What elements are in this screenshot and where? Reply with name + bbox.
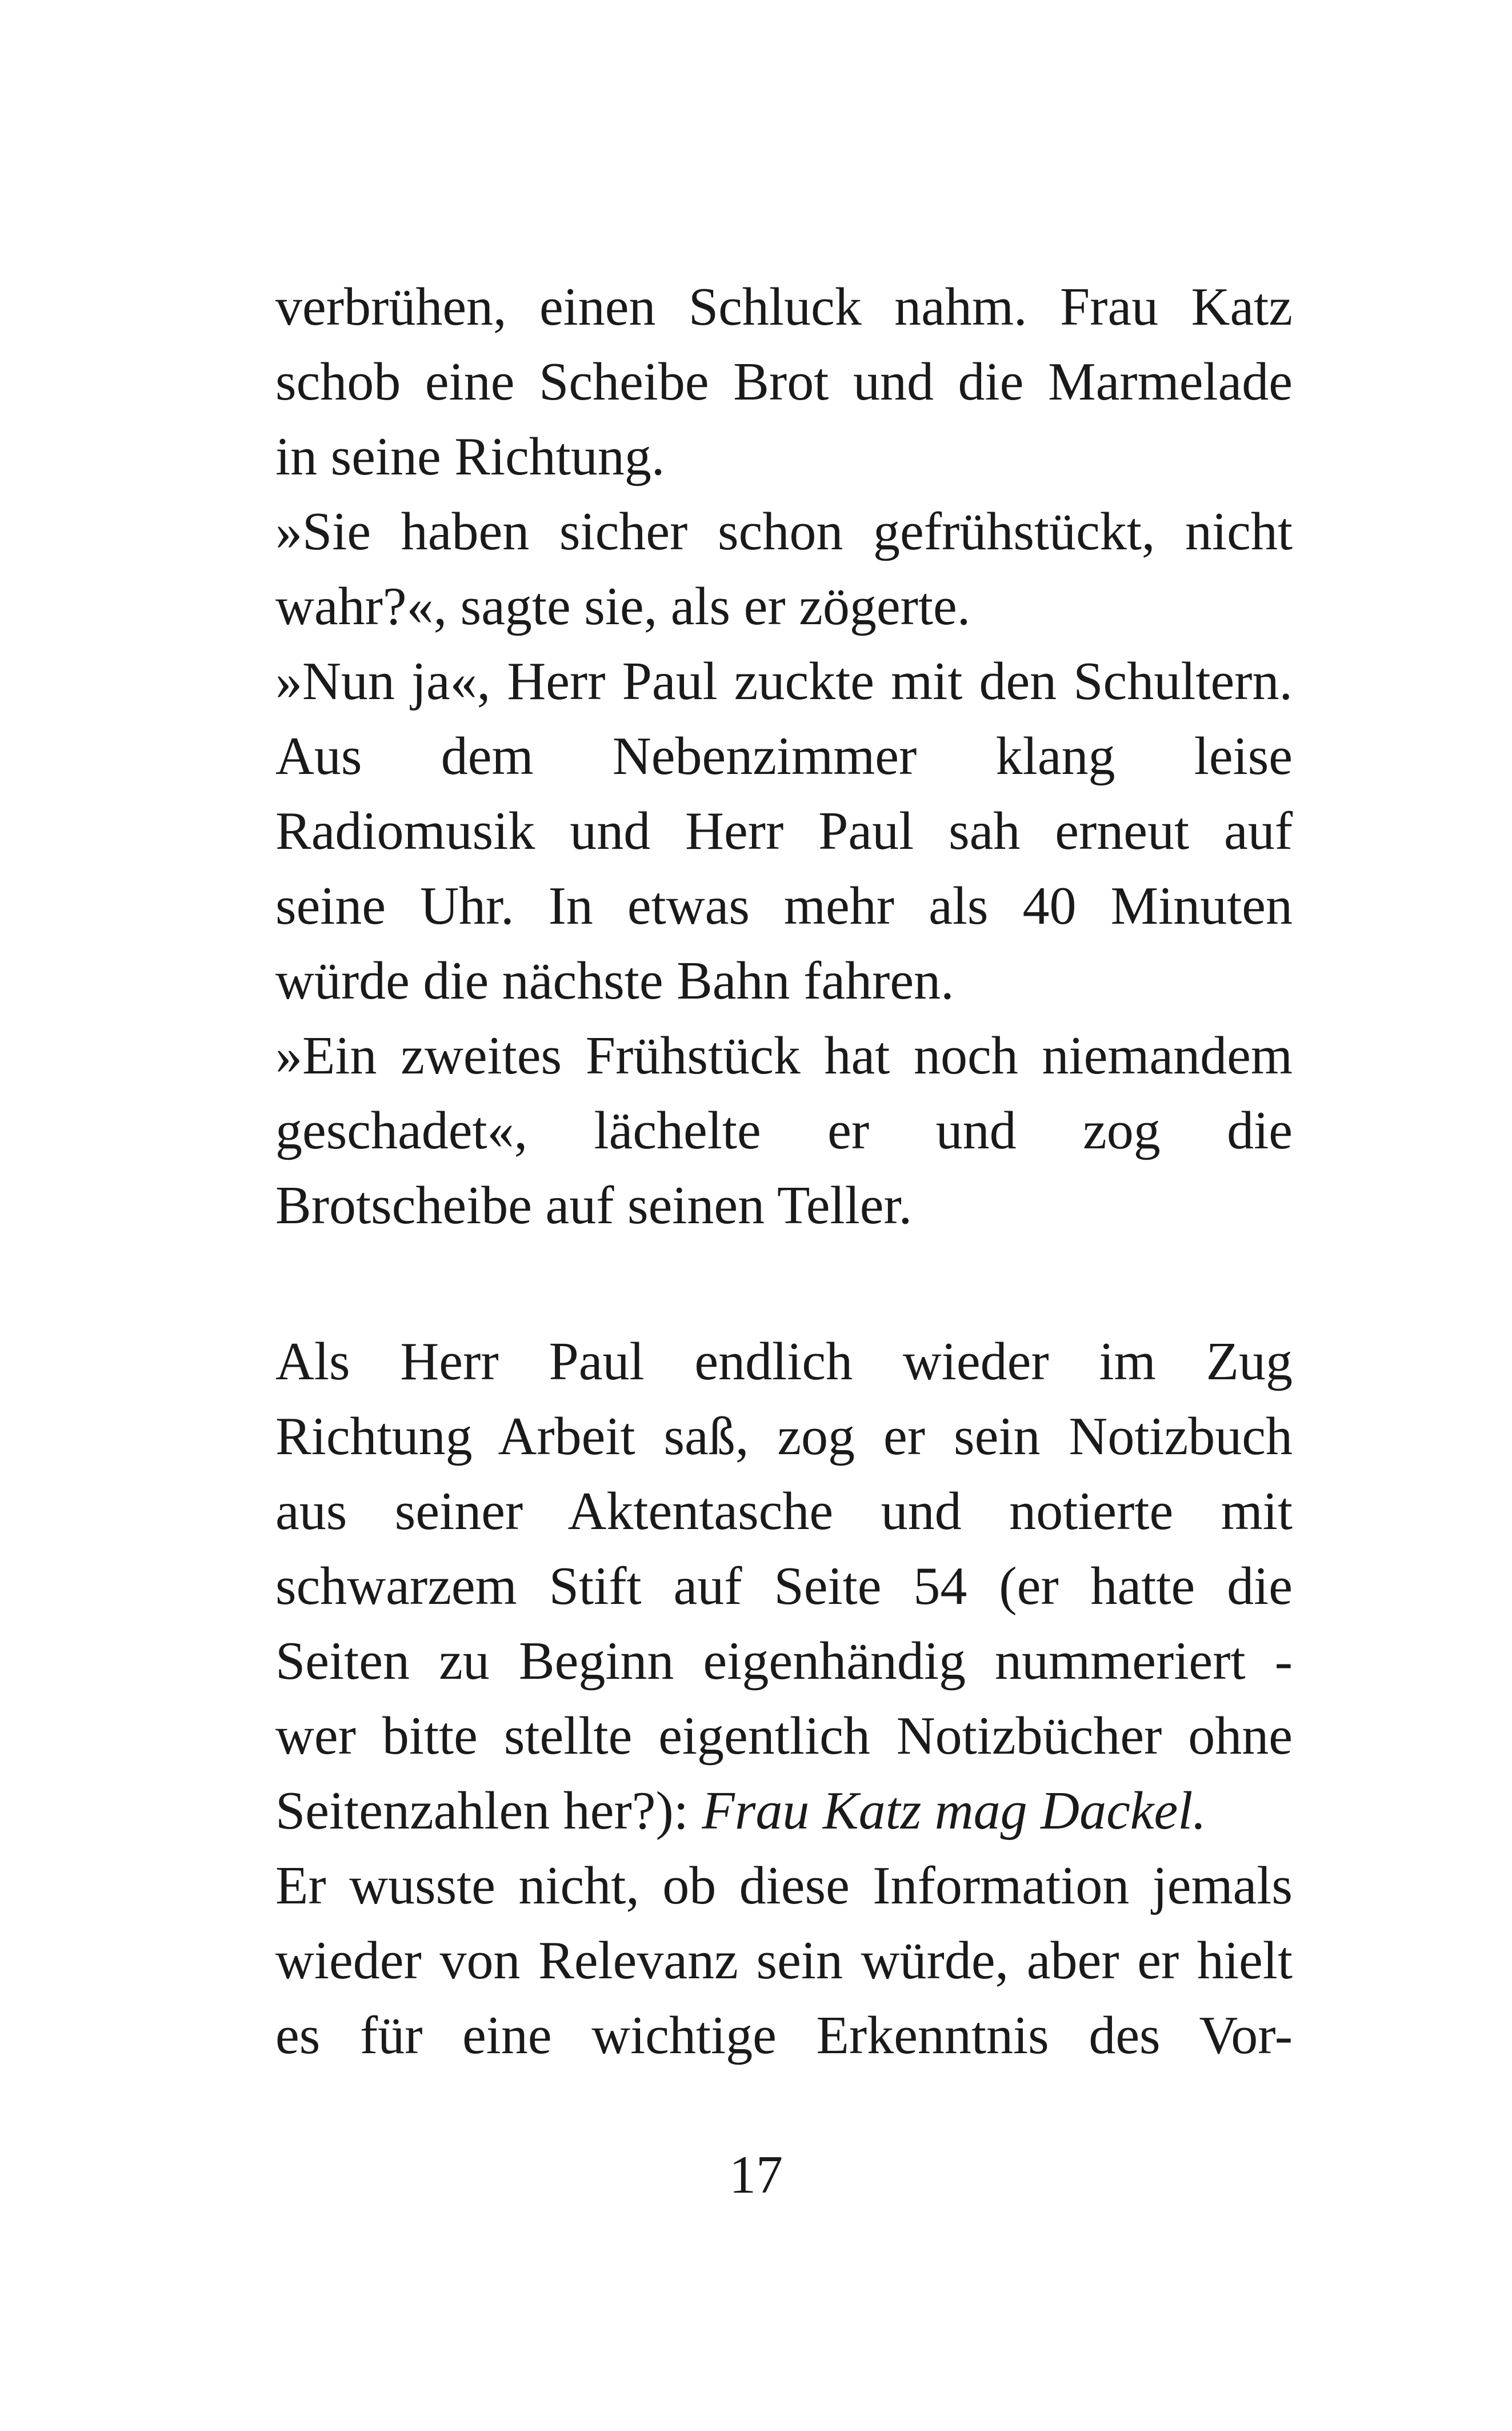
text-line: »Ein zweites Frühstück hat noch niemandem [275, 1026, 1293, 1085]
italic-note: Frau Katz mag Dackel. [702, 1781, 1206, 1841]
text-line-with-italic [275, 1774, 1293, 1849]
text-line: seine Uhr. In etwas mehr als 40 Minuten [275, 876, 1293, 936]
text-line: würde die nächste Bahn fahren. [275, 951, 954, 1011]
text-line: Richtung Arbeit saß, zog er sein Notizbuch [275, 1407, 1293, 1466]
text-line-prefix: Seitenzahlen her?): [275, 1781, 702, 1841]
text-line: Radiomusik und Herr Paul sah erneut auf [275, 801, 1293, 861]
text-line: schob eine Scheibe Brot und die Marmelade [275, 352, 1293, 412]
text-line: »Sie haben sicher schon gefrühstückt, nicht [275, 502, 1293, 561]
text-line: wahr?«, sagte sie, als er zögerte. [275, 577, 971, 636]
text-line: Brotscheibe auf seinen Teller. [275, 1176, 913, 1235]
text-line: wer bitte stellte eigentlich Notizbücher ohne [275, 1706, 1293, 1766]
text-line: Er wusste nicht, ob diese Information jemals [275, 1856, 1293, 1915]
paragraph-1 [275, 270, 1293, 1243]
text-line: schwarzem Stift auf Seite 54 (er hatte die [275, 1556, 1293, 1616]
paragraph-2 [275, 1324, 1293, 2073]
text-line: »Nun ja«, Herr Paul zuckte mit den Schultern. [275, 652, 1293, 711]
text-line: Aus dem Nebenzimmer klang leise [275, 726, 1293, 786]
page-number: 17 [729, 2145, 783, 2205]
text-line: Seiten zu Beginn eigenhändig nummeriert - [275, 1631, 1293, 1691]
text-line: verbrühen, einen Schluck nahm. Frau Katz [275, 277, 1293, 337]
text-line: wieder von Relevanz sein würde, aber er hielt [275, 1931, 1293, 1990]
text-line: in seine Richtung. [275, 427, 665, 486]
text-line: Als Herr Paul endlich wieder im Zug [275, 1332, 1293, 1391]
text-line: aus seiner Aktentasche und notierte mit [275, 1482, 1293, 1541]
text-line: geschadet«, lächelte er und zog die [275, 1101, 1293, 1160]
text-line: es für eine wichtige Erkenntnis des Vor- [275, 2006, 1293, 2065]
